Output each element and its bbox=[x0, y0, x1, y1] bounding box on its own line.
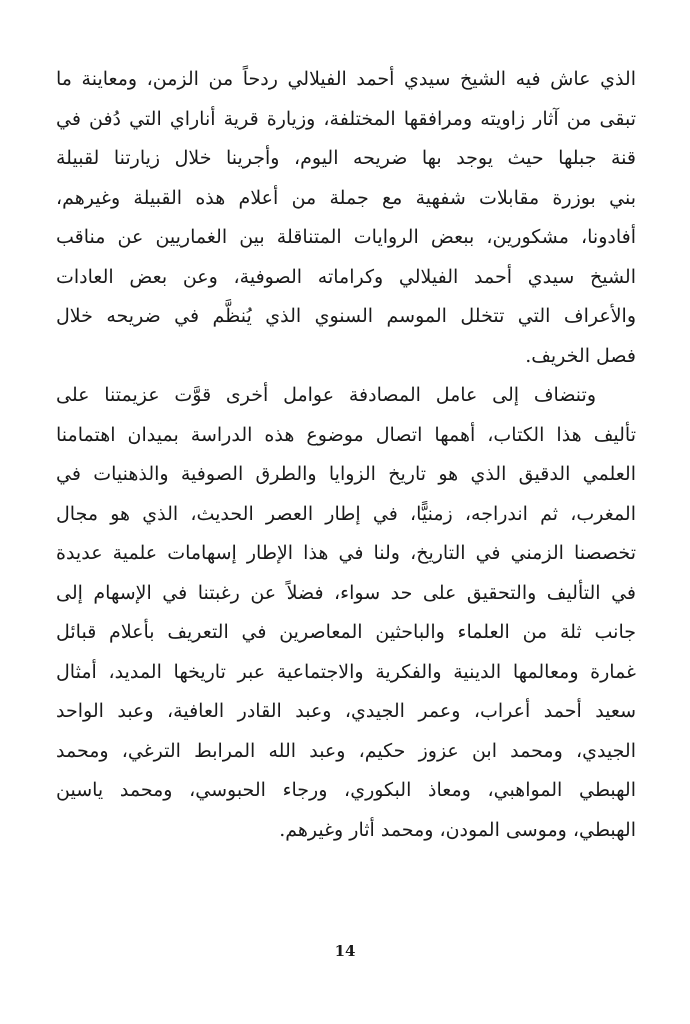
text-line: تخصصنا الزمني في التاريخ، ولنا في هذا الإطار إسهامات علمية عديدة bbox=[56, 542, 636, 564]
text-line: الشيخ سيدي أحمد الفيلالي وكراماته الصوفية، وعن بعض العادات bbox=[56, 265, 636, 288]
text-line: سعيد أحمد أعراب، وعمر الجيدي، وعبد القادر العافية، وعبد الواحد bbox=[56, 700, 636, 722]
text-line: تأليف هذا الكتاب، أهمها اتصال موضوع هذه الدراسة بميدان اهتمامنا bbox=[56, 423, 636, 446]
text-line: الجيدي، ومحمد ابن عزوز حكيم، وعبد الله المرابط الترغي، ومحمد bbox=[56, 739, 636, 762]
text-line: أفادونا، مشكورين، ببعض الروايات المتناقلة بين الغماريين عن مناقب bbox=[56, 226, 636, 248]
text-line: وتنضاف إلى عامل المصادفة عوامل أخرى قوَّت عزيمتنا على bbox=[56, 384, 596, 406]
page-number: 14 bbox=[334, 942, 356, 960]
text-line: قنة جبلها حيث يوجد بها ضريحه اليوم، وأجرينا خلال زيارتنا لقبيلة bbox=[56, 147, 636, 169]
paragraph-2 bbox=[56, 376, 636, 850]
text-line: بني بوزرة مقابلات شفهية مع جملة من أعلام هذه القبيلة وغيرهم، bbox=[56, 186, 636, 209]
text-line: الذي عاش فيه الشيخ سيدي أحمد الفيلالي ردحاً من الزمن، ومعاينة ما bbox=[56, 68, 636, 90]
text-line: غمارة ومعالمها الدينية والفكرية والاجتماعية عبر تاريخها المديد، أمثال bbox=[56, 660, 636, 683]
text-line: جانب ثلة من العلماء والباحثين المعاصرين في التعريف بأعلام قبائل bbox=[56, 621, 636, 643]
text-line: تبقى من آثار زاويته ومرافقها المختلفة، وزيارة قرية أناراي التي دُفن في bbox=[56, 107, 636, 130]
text-line: الهبطي المواهبي، ومعاذ البكوري، ورجاء الحبوسي، ومحمد ياسين bbox=[56, 779, 636, 801]
text-line: والأعراف التي تتخلل الموسم السنوي الذي يُنظَّم في ضريحه خلال bbox=[56, 305, 636, 327]
text-line: فصل الخريف. bbox=[525, 344, 636, 367]
paragraph-1 bbox=[56, 60, 636, 376]
text-line: الهبطي، وموسى المودن، ومحمد أثار وغيرهم. bbox=[279, 818, 636, 841]
text-line: المغرب، ثم اندراجه، زمنيًّا، في إطار العصر الحديث، الذي هو مجال bbox=[56, 502, 636, 525]
text-line: العلمي الدقيق الذي هو تاريخ الزوايا والطرق الصوفية والذهنيات في bbox=[56, 463, 636, 485]
text-line: في التأليف والتحقيق على حد سواء، فضلاً عن رغبتنا في الإسهام إلى bbox=[56, 581, 636, 604]
